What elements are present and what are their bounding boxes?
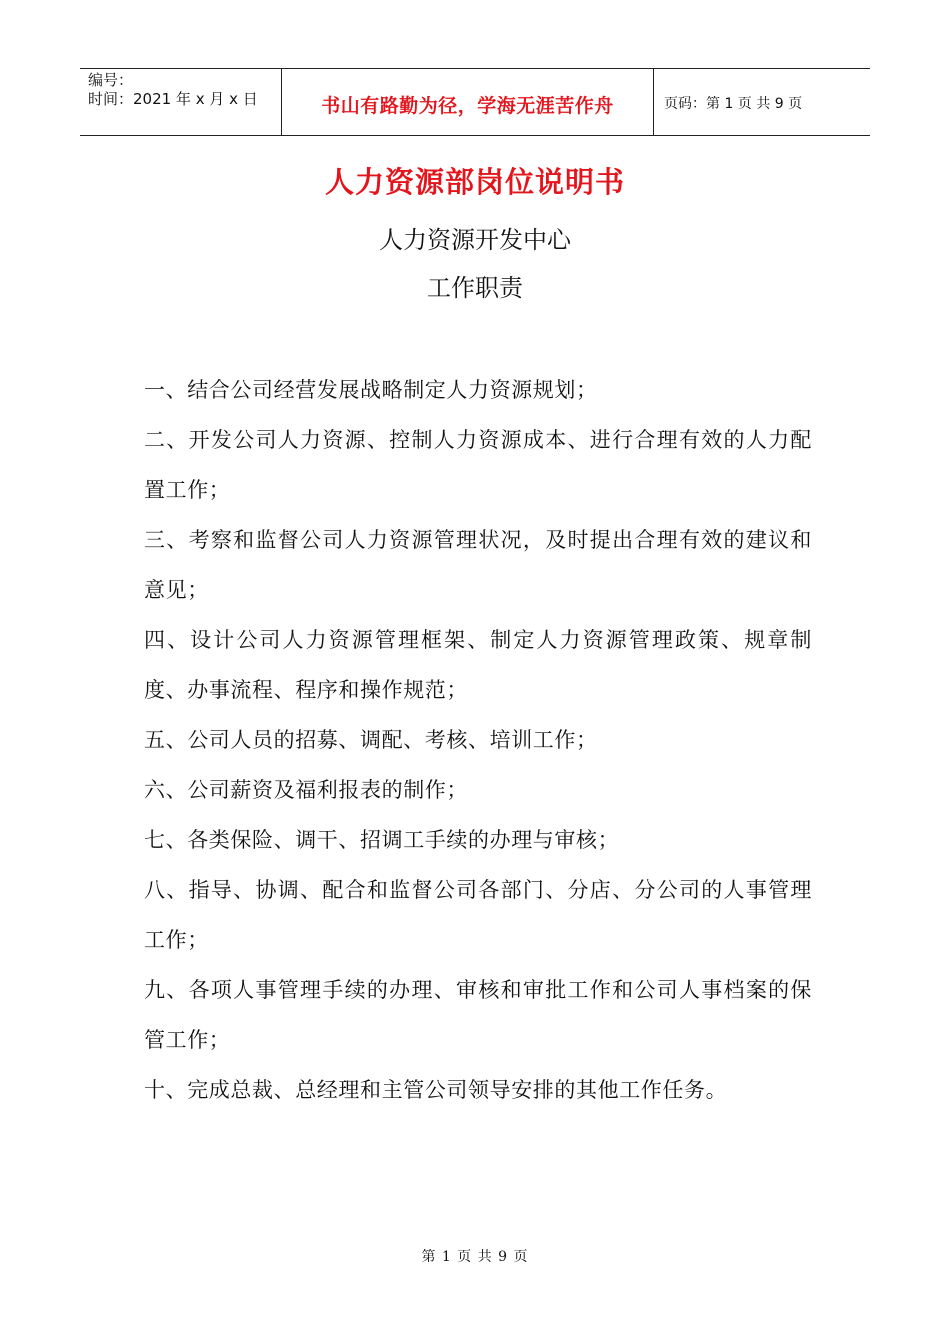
duty-item: 二、开发公司人力资源、控制人力资源成本、进行合理有效的人力配置工作；: [144, 428, 812, 502]
header-meta-cell: [80, 69, 282, 135]
header-motto-cell: [282, 69, 654, 135]
document-title: 人力资源部岗位说明书: [324, 165, 625, 199]
duty-item: 三、考察和监督公司人力资源管理状况，及时提出合理有效的建议和意见；: [144, 528, 812, 602]
section-heading: 工作职责: [427, 274, 523, 302]
department-name: 人力资源开发中心: [379, 226, 571, 254]
duty-item: 六、公司薪资及福利报表的制作；: [144, 778, 468, 802]
duty-item: 十、完成总裁、总经理和主管公司领导安排的其他工作任务。: [144, 1078, 728, 1102]
document-number-label: 编号：: [88, 71, 134, 89]
duty-item: 五、公司人员的招募、调配、考核、培训工作；: [144, 728, 598, 752]
header-page-cell: [654, 69, 870, 135]
duty-item: 七、各类保险、调干、招调工手续的办理与审核；: [144, 828, 620, 852]
page-footer: 第 1 页 共 9 页: [421, 1249, 529, 1265]
duty-item: 四、设计公司人力资源管理框架、制定人力资源管理政策、规章制度、办事流程、程序和操作规范；: [144, 628, 812, 702]
duty-item: 九、各项人事管理手续的办理、审核和审批工作和公司人事档案的保管工作；: [144, 978, 812, 1052]
document-header: [80, 68, 870, 136]
duties-list: [144, 365, 812, 1115]
header-motto: 书山有路勤为径，学海无涯苦作舟: [321, 94, 614, 117]
duty-item: 一、结合公司经营发展战略制定人力资源规划；: [144, 378, 598, 402]
document-date: 时间：2021 年 x 月 x 日: [88, 90, 258, 108]
duty-item: 八、指导、协调、配合和监督公司各部门、分店、分公司的人事管理工作；: [144, 878, 812, 952]
header-page-info: 页码：第 1 页 共 9 页: [664, 96, 803, 112]
